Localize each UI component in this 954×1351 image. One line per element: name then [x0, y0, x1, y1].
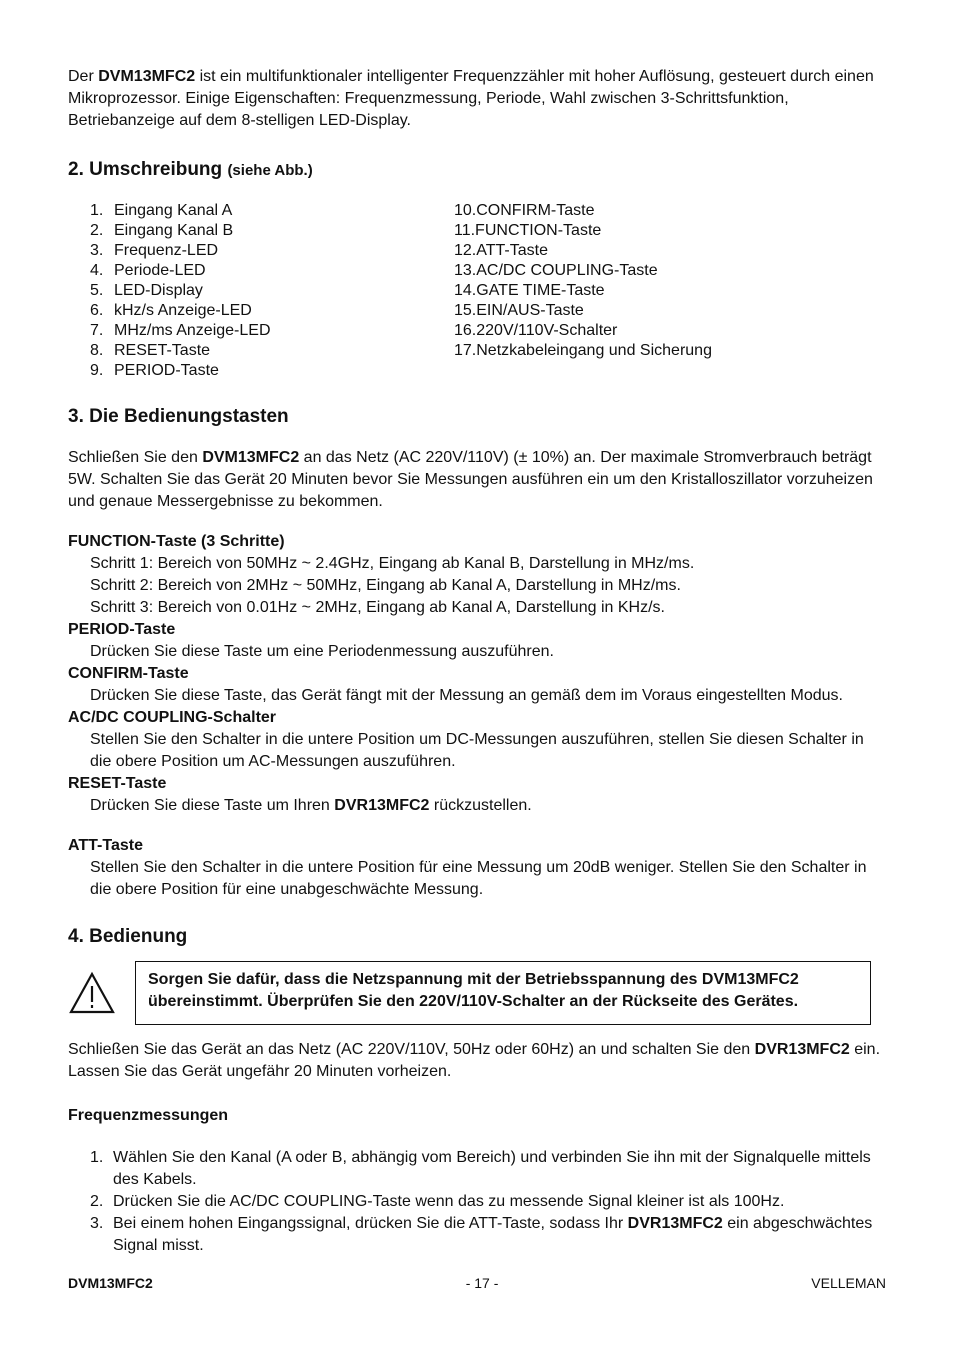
page-number: - 17 - — [465, 1275, 499, 1291]
list-item: 3. Frequenz-LED — [90, 242, 219, 259]
confirm-key-text: Drücken Sie diese Taste, das Gerät fängt mit der Messung an gemäß dem im Voraus eingestellten Modus. — [90, 687, 843, 704]
section-3-paragraph: Schließen Sie den DVM13MFC2 an das Netz (AC 220V/110V) (± 10%) an. Der maximale Stromverbrauch beträgt 5W. Schalten Sie das Gerät 20 Minuten bevor Sie Messungen ausführen ein um den Kristalloszillator vorzuheizen und genaue Messergebnisse zu bekommen. — [68, 449, 873, 510]
reset-key-text: Drücken Sie diese Taste um Ihren DVR13MFC2 rückzustellen. — [90, 797, 532, 814]
intro-paragraph: Der DVM13MFC2 ist ein multifunktionaler intelligenter Frequenzzähler mit hoher Auflösung, gesteuert durch einen Mikroprozessor. Einige Eigenschaften: Frequenzmessung, Periode, Wahl zwischen 3-Schrittsfunktion, Betriebanzeige auf dem 8-stelligen LED-Display. — [68, 68, 874, 129]
list-item: 9. PERIOD-Taste — [90, 362, 219, 379]
list-item: 1. Wählen Sie den Kanal (A oder B, abhängig vom Bereich) und verbinden Sie ihn mit der Signalquelle mittels des Kabels. — [90, 1149, 871, 1188]
list-item: 17.Netzkabeleingang und Sicherung — [454, 342, 712, 359]
list-item: 16.220V/110V-Schalter — [454, 322, 618, 339]
list-item: 11.FUNCTION-Taste — [454, 222, 602, 239]
model-name: DVM13MFC2 — [98, 68, 196, 85]
footer-brand: VELLEMAN — [811, 1275, 886, 1291]
list-item: 6. kHz/s Anzeige-LED — [90, 302, 252, 319]
confirm-key-heading: CONFIRM-Taste — [68, 665, 189, 682]
document-page — [68, 66, 886, 1257]
period-key-heading: PERIOD-Taste — [68, 621, 176, 638]
footer-model: DVM13MFC2 — [68, 1275, 153, 1291]
list-item: 3. Bei einem hohen Eingangssignal, drücken Sie die ATT-Taste, sodass Ihr DVR13MFC2 ein abgeschwächtes Signal misst. — [90, 1215, 873, 1254]
section-4-paragraph: Schließen Sie das Gerät an das Netz (AC 220V/110V, 50Hz oder 60Hz) an und schalten Sie den DVR13MFC2 ein. Lassen Sie das Gerät ungefähr 20 Minuten vorheizen. — [68, 1041, 881, 1080]
acdc-switch-heading: AC/DC COUPLING-Schalter — [68, 709, 277, 726]
reset-key-heading: RESET-Taste — [68, 775, 167, 792]
parts-column-1 — [68, 201, 454, 381]
att-key-heading: ATT-Taste — [68, 837, 143, 854]
warning-block — [68, 961, 886, 1025]
list-item: 12.ATT-Taste — [454, 242, 548, 259]
list-item: 2. Eingang Kanal B — [90, 222, 234, 239]
frequency-measurement-heading: Frequenzmessungen — [68, 1107, 229, 1124]
measurement-steps — [68, 1147, 886, 1257]
parts-column-2 — [454, 201, 840, 381]
warning-icon — [68, 969, 135, 1017]
section-3-heading: 3. Die Bedienungstasten — [68, 406, 289, 427]
list-item: 5. LED-Display — [90, 282, 203, 299]
list-item: 7. MHz/ms Anzeige-LED — [90, 322, 271, 339]
list-item: 1. Eingang Kanal A — [90, 202, 233, 219]
list-item: 13.AC/DC COUPLING-Taste — [454, 262, 658, 279]
list-item: 10.CONFIRM-Taste — [454, 202, 595, 219]
period-key-text: Drücken Sie diese Taste um eine Periodenmessung auszuführen. — [90, 643, 554, 660]
function-step: Schritt 1: Bereich von 50MHz ~ 2.4GHz, Eingang ab Kanal B, Darstellung in MHz/ms. — [90, 555, 695, 572]
section-2-heading: 2. Umschreibung (siehe Abb.) — [68, 159, 313, 180]
function-step: Schritt 2: Bereich von 2MHz ~ 50MHz, Eingang ab Kanal A, Darstellung in MHz/ms. — [90, 577, 681, 594]
list-item: 14.GATE TIME-Taste — [454, 282, 605, 299]
warning-box: Sorgen Sie dafür, dass die Netzspannung mit der Betriebsspannung des DVM13MFC2 übereinstimmt. Überprüfen Sie den 220V/110V-Schalter an der Rückseite des Gerätes. — [135, 961, 871, 1025]
att-key-text: Stellen Sie den Schalter in die untere Position für eine Messung um 20dB weniger. Stellen Sie den Schalter in die obere Position für eine unabgeschwächte Messung. — [90, 859, 867, 898]
list-item: 15.EIN/AUS-Taste — [454, 302, 584, 319]
section-4-heading: 4. Bedienung — [68, 926, 188, 947]
function-key-heading: FUNCTION-Taste (3 Schritte) — [68, 533, 285, 550]
list-item: 2. Drücken Sie die AC/DC COUPLING-Taste wenn das zu messende Signal kleiner ist als 100Hz. — [90, 1193, 785, 1210]
page-footer — [68, 1272, 886, 1294]
list-item: 4. Periode-LED — [90, 262, 206, 279]
function-step: Schritt 3: Bereich von 0.01Hz ~ 2MHz, Eingang ab Kanal A, Darstellung in KHz/s. — [90, 599, 665, 616]
parts-list — [68, 201, 886, 381]
acdc-switch-text: Stellen Sie den Schalter in die untere Position um DC-Messungen auszuführen, stellen Sie diesen Schalter in die obere Position um AC-Messungen auszuführen. — [90, 731, 864, 770]
list-item: 8. RESET-Taste — [90, 342, 211, 359]
